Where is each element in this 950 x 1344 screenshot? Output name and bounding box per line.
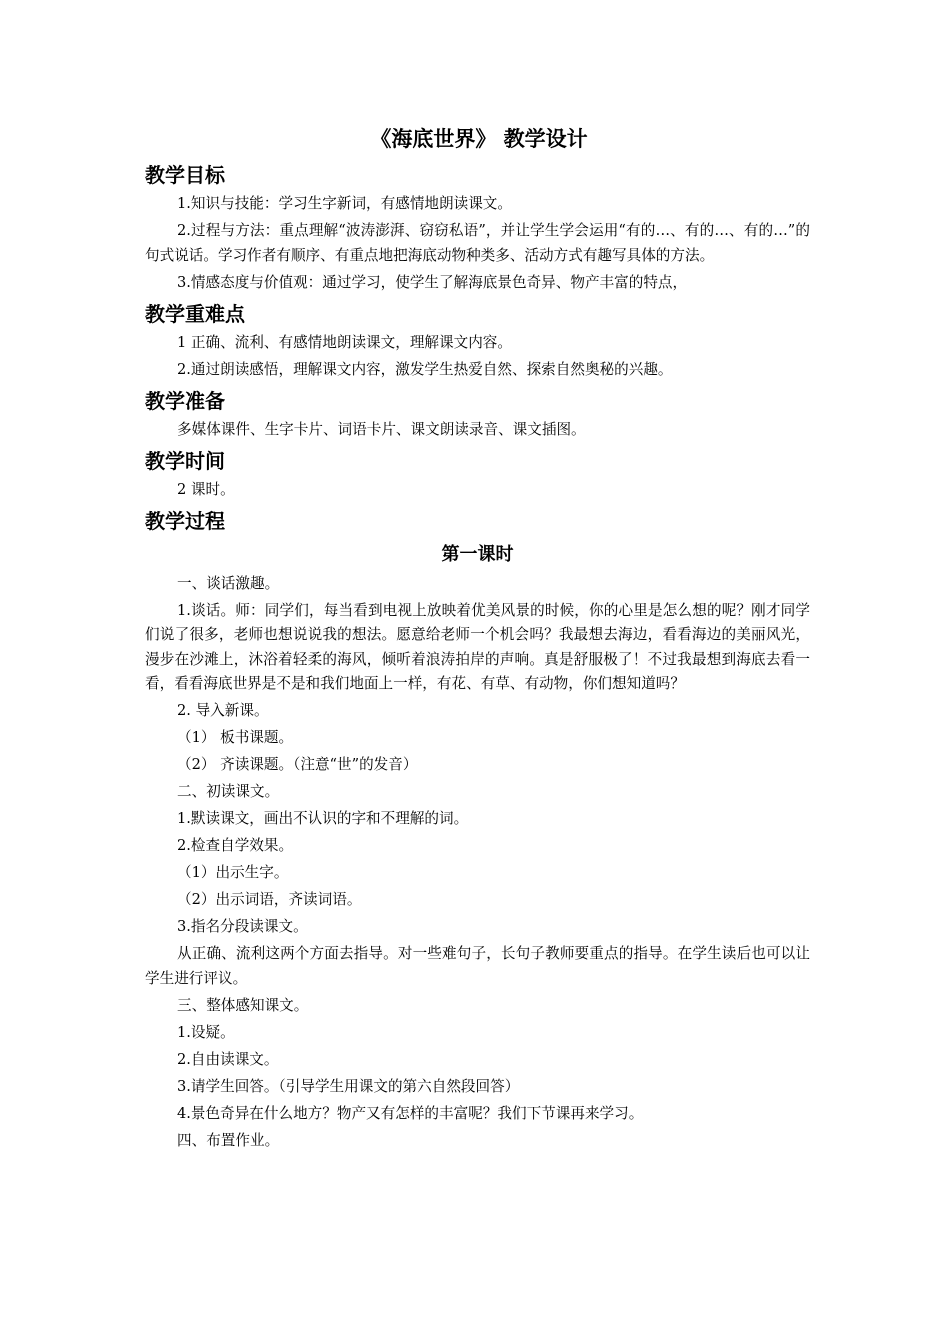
process-item: 1.默读课文，画出不认识的字和不理解的词。 <box>177 810 469 827</box>
process-item: 四、布置作业。 <box>177 1131 280 1149</box>
heading-preparation: 教学准备 <box>145 388 225 413</box>
process-item: （1）出示生字。 <box>177 864 289 881</box>
process-item: 3.请学生回答。（引导学生用课文的第六自然段回答） <box>177 1077 520 1095</box>
process-item: 2.检查自学效果。 <box>177 837 294 854</box>
process-item: 从正确、流利这两个方面去指导。对一些难句子，长句子教师要重点的指导。在学生读后也可以让学生进行评议。 <box>145 945 810 987</box>
heading-objectives: 教学目标 <box>145 163 225 187</box>
heading-time: 教学时间 <box>145 448 225 473</box>
heading-key-points: 教学重难点 <box>145 301 245 326</box>
lesson-title: 第一课时 <box>441 543 514 565</box>
process-item: 2. 导入新课。 <box>177 702 269 719</box>
process-item: 三、整体感知课文。 <box>177 996 309 1014</box>
heading-process: 教学过程 <box>145 508 225 533</box>
process-item: 1.设疑。 <box>177 1023 235 1041</box>
process-item: 二、初读课文。 <box>177 783 280 800</box>
objective-item: 2.过程与方法：重点理解“波涛澎湃、窃窃私语”，并让学生学会运用“有的…、有的…、有的…”的句式说话。学习作者有顺序、有重点地把海底动物种类多、活动方式有趣写具体的方法。 <box>145 222 810 264</box>
process-item: 3.指名分段读课文。 <box>177 918 308 935</box>
process-item: 2.自由读课文。 <box>177 1050 279 1068</box>
process-item: 4.景色奇异在什么地方？物产又有怎样的丰富呢？我们下节课再来学习。 <box>177 1104 644 1122</box>
process-item: 一、谈话激趣。 <box>177 574 280 592</box>
document-title: 《海底世界》 教学设计 <box>370 127 588 151</box>
preparation-item: 多媒体课件、生字卡片、词语卡片、课文朗读录音、课文插图。 <box>177 420 586 438</box>
process-item: 1.谈话。师：同学们，每当看到电视上放映着优美风景的时候，你的心里是怎么想的呢？刚才同学们说了很多，老师也想说说我的想法。愿意给老师一个机会吗？我最想去海边，看看海边的美丽风光，漫步在沙滩上，沐浴着轻柔的海风，倾听着浪涛拍岸的声响。真是舒服极了！不过我最想到海底去看一看，看看海底世界是不是和我们地面上一样，有花、有草、有动物，你们想知道吗？ <box>145 601 810 692</box>
document-body <box>145 123 810 1156</box>
key-point-item: 2.通过朗读感悟，理解课文内容，激发学生热爱自然、探索自然奥秘的兴趣。 <box>177 360 673 378</box>
key-point-item: 1 正确、流利、有感情地朗读课文，理解课文内容。 <box>177 333 512 351</box>
time-item: 2 课时。 <box>177 480 235 498</box>
objective-item: 1.知识与技能：学习生字新词，有感情地朗读课文。 <box>177 195 512 212</box>
process-item: （2）出示词语，齐读词语。 <box>177 891 362 908</box>
objective-item: 3.情感态度与价值观：通过学习，使学生了解海底景色奇异、物产丰富的特点， <box>177 273 688 291</box>
process-item: （1） 板书课题。 <box>177 729 294 746</box>
process-item: （2） 齐读课题。（注意“世”的发音） <box>177 756 418 773</box>
